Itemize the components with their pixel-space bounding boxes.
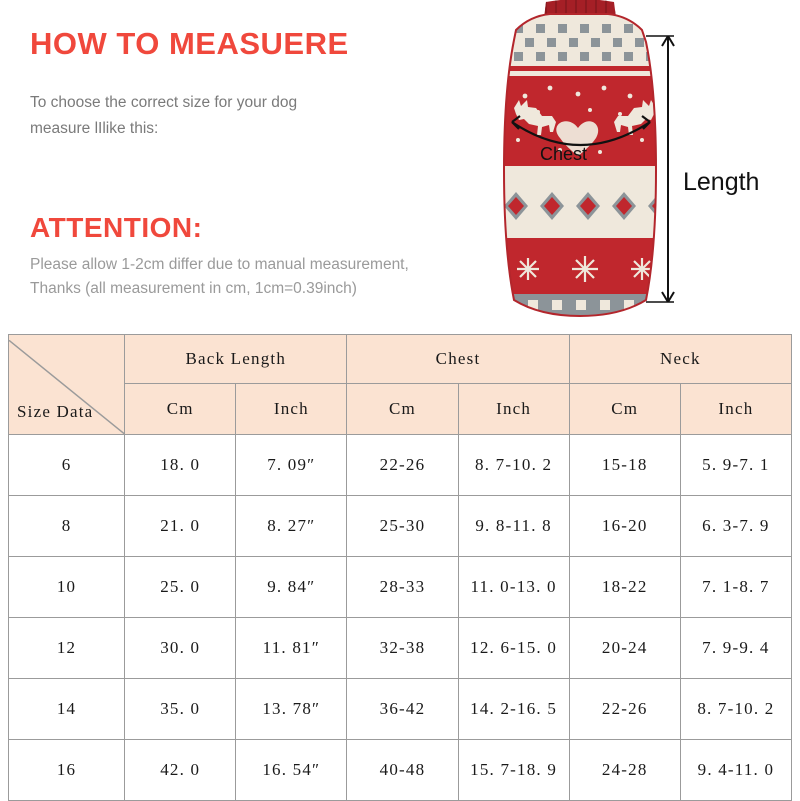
cell-neck-cm: 18-22 (569, 557, 680, 618)
cell-neck-inch: 6. 3-7. 9 (680, 496, 791, 557)
cell-back-inch: 9. 84″ (236, 557, 347, 618)
instructions-section (0, 0, 800, 330)
cell-neck-inch: 8. 7-10. 2 (680, 679, 791, 740)
attention-note-2: Thanks (all measurement in cm, 1cm=0.39inch) (30, 280, 357, 297)
unit-back-cm: Cm (125, 384, 236, 435)
cell-size: 14 (9, 679, 125, 740)
cell-back-cm: 35. 0 (125, 679, 236, 740)
size-table-container (8, 334, 792, 801)
unit-back-inch: Inch (236, 384, 347, 435)
header-back-length: Back Length (125, 335, 347, 384)
instruction-line-2: measure lIlike this: (30, 120, 159, 137)
dog-sweater-illustration (470, 0, 700, 330)
cell-neck-cm: 16-20 (569, 496, 680, 557)
length-measure-label: Length (683, 168, 760, 196)
cell-chest-cm: 32-38 (347, 618, 458, 679)
cell-back-inch: 7. 09″ (236, 435, 347, 496)
table-row (9, 618, 792, 679)
cell-neck-inch: 5. 9-7. 1 (680, 435, 791, 496)
cell-neck-inch: 9. 4-11. 0 (680, 740, 791, 801)
cell-neck-inch: 7. 9-9. 4 (680, 618, 791, 679)
unit-chest-inch: Inch (458, 384, 569, 435)
cell-back-inch: 8. 27″ (236, 496, 347, 557)
cell-size: 6 (9, 435, 125, 496)
table-group-header-row (9, 335, 792, 384)
cell-chest-inch: 8. 7-10. 2 (458, 435, 569, 496)
cell-chest-inch: 11. 0-13. 0 (458, 557, 569, 618)
table-unit-header-row (9, 384, 792, 435)
cell-back-inch: 16. 54″ (236, 740, 347, 801)
instruction-line-1: To choose the correct size for your dog (30, 94, 298, 111)
sweater-drawing (470, 0, 700, 330)
cell-chest-cm: 28-33 (347, 557, 458, 618)
cell-neck-cm: 24-28 (569, 740, 680, 801)
attention-note-1: Please allow 1-2cm differ due to manual measurement, (30, 256, 409, 273)
page-title: HOW TO MEASUERE (30, 26, 349, 61)
cell-chest-inch: 12. 6-15. 0 (458, 618, 569, 679)
cell-back-cm: 42. 0 (125, 740, 236, 801)
cell-chest-inch: 15. 7-18. 9 (458, 740, 569, 801)
cell-size: 12 (9, 618, 125, 679)
cell-neck-cm: 22-26 (569, 679, 680, 740)
cell-neck-cm: 20-24 (569, 618, 680, 679)
cell-chest-cm: 40-48 (347, 740, 458, 801)
attention-title: ATTENTION: (30, 212, 203, 243)
size-data-label: Size Data (17, 402, 94, 421)
cell-chest-inch: 14. 2-16. 5 (458, 679, 569, 740)
cell-chest-inch: 9. 8-11. 8 (458, 496, 569, 557)
unit-neck-cm: Cm (569, 384, 680, 435)
table-row (9, 496, 792, 557)
cell-back-cm: 30. 0 (125, 618, 236, 679)
size-data-corner-cell (9, 335, 125, 435)
table-row (9, 435, 792, 496)
table-row (9, 679, 792, 740)
chest-measure-label: Chest (540, 144, 588, 164)
cell-chest-cm: 22-26 (347, 435, 458, 496)
table-row (9, 740, 792, 801)
header-neck: Neck (569, 335, 791, 384)
cell-back-cm: 25. 0 (125, 557, 236, 618)
size-table (8, 334, 792, 801)
cell-size: 10 (9, 557, 125, 618)
cell-size: 8 (9, 496, 125, 557)
cell-chest-cm: 36-42 (347, 679, 458, 740)
cell-back-cm: 21. 0 (125, 496, 236, 557)
cell-back-inch: 11. 81″ (236, 618, 347, 679)
cell-back-inch: 13. 78″ (236, 679, 347, 740)
cell-neck-cm: 15-18 (569, 435, 680, 496)
header-chest: Chest (347, 335, 569, 384)
unit-neck-inch: Inch (680, 384, 791, 435)
cell-size: 16 (9, 740, 125, 801)
cell-back-cm: 18. 0 (125, 435, 236, 496)
unit-chest-cm: Cm (347, 384, 458, 435)
cell-chest-cm: 25-30 (347, 496, 458, 557)
table-row (9, 557, 792, 618)
cell-neck-inch: 7. 1-8. 7 (680, 557, 791, 618)
